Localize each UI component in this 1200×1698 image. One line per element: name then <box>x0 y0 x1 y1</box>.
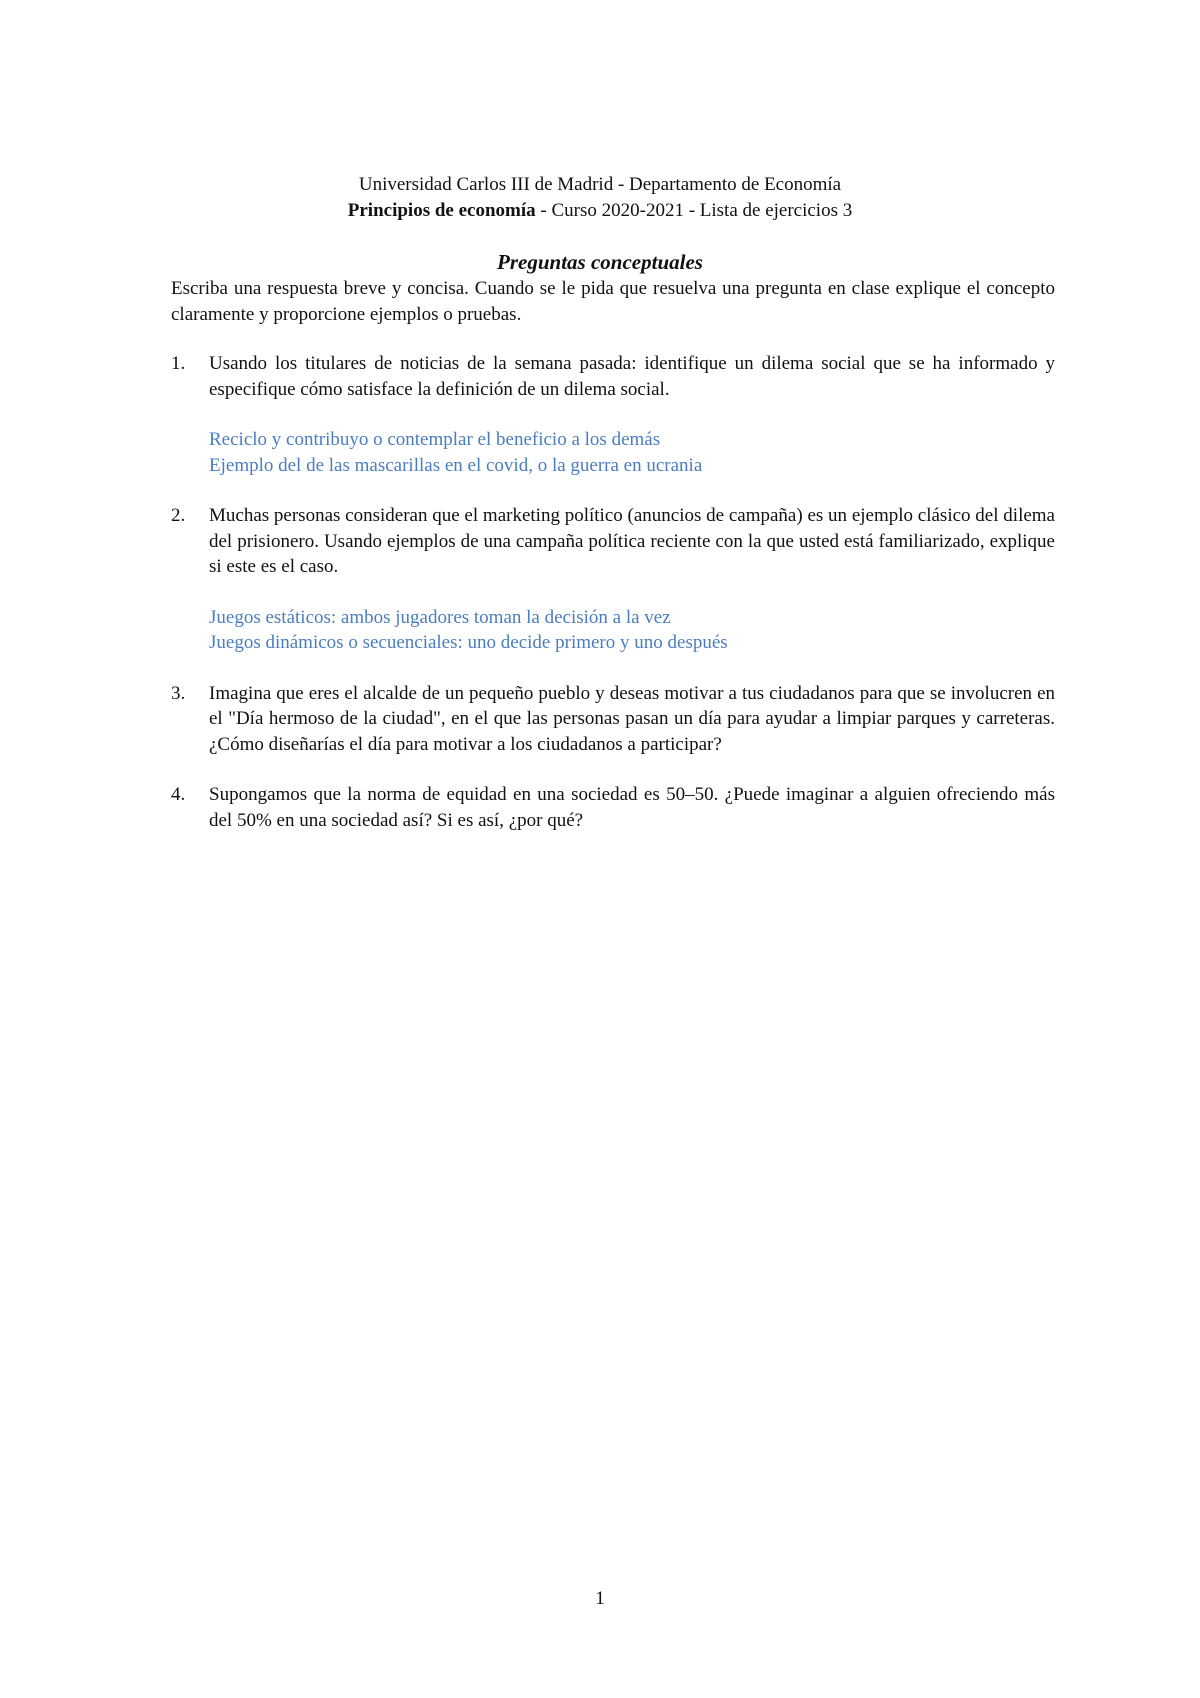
document-header <box>0 172 1200 224</box>
header-subject: Principios de economía <box>347 200 536 221</box>
answer-block <box>209 605 1055 656</box>
question-item <box>171 681 1055 758</box>
answer-line: Juegos estáticos: ambos jugadores toman la decisión a la vez <box>209 606 671 628</box>
answer-line: Ejemplo del de las mascarillas en el covid, o la guerra en ucrania <box>209 454 703 476</box>
instructions-paragraph: Escriba una respuesta breve y concisa. Cuando se le pida que resuelva una pregunta en clase explique el concepto claramente y proporcione ejemplos o pruebas. <box>171 278 1055 325</box>
answer-line: Reciclo y contribuyo o contemplar el beneficio a los demás <box>209 429 661 450</box>
question-text: Usando los titulares de noticias de la semana pasada: identifique un dilema social que se ha informado y especifique cómo satisface la definición de un dilema social. <box>209 353 1055 400</box>
question-number: 3. <box>171 682 186 704</box>
question-item <box>171 782 1055 833</box>
question-text: Imagina que eres el alcalde de un pequeño pueblo y deseas motivar a tus ciudadanos para que se involucren en el "Día hermoso de la ciudad", en el que las personas pasan un día para ayudar a limpiar parques y carreteras. ¿Cómo diseñarías el día para motivar a los ciudadanos a participar? <box>209 682 1055 755</box>
answer-block <box>209 427 1055 478</box>
question-item <box>171 503 1055 580</box>
question-list <box>171 351 1055 833</box>
section-title: Preguntas conceptuales <box>497 250 703 274</box>
answer-line: Juegos dinámicos o secuenciales: uno decide primero y uno después <box>209 632 728 653</box>
header-course-details: - Curso 2020-2021 - Lista de ejercicios 3 <box>535 200 853 221</box>
header-institution: Universidad Carlos III de Madrid - Departamento de Economía <box>358 174 842 195</box>
question-text: Muchas personas consideran que el marketing político (anuncios de campaña) es un ejemplo clásico del dilema del prisionero. Usando ejemplos de una campaña política reciente con la que usted está familiarizado, explique si este es el caso. <box>209 505 1055 577</box>
question-item <box>171 351 1055 402</box>
question-number: 2. <box>171 505 186 526</box>
question-text: Supongamos que la norma de equidad en una sociedad es 50–50. ¿Puede imaginar a alguien ofreciendo más del 50% en una sociedad así? Si es así, ¿por qué? <box>209 784 1055 831</box>
page-number: 1 <box>595 1588 605 1609</box>
header-course <box>0 198 1200 224</box>
question-number: 1. <box>171 353 186 374</box>
question-number: 4. <box>171 784 186 805</box>
